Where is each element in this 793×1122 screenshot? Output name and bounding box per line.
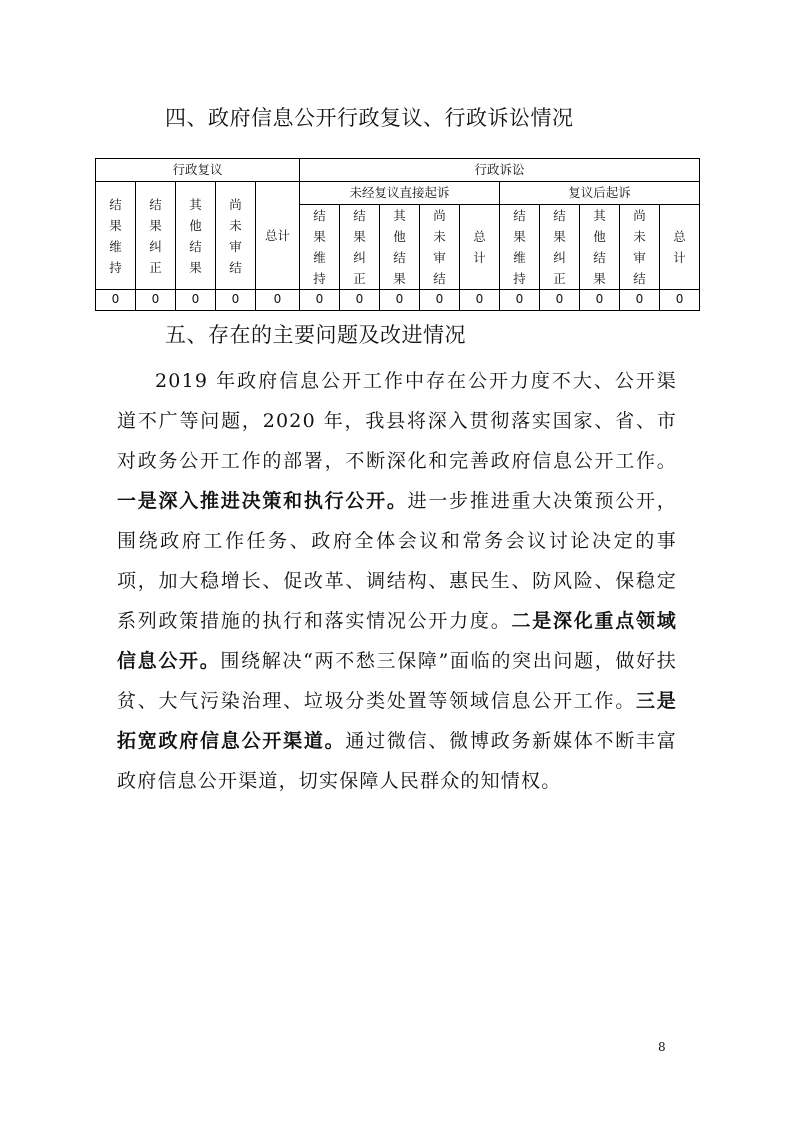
table-cell-value: 0	[660, 290, 700, 311]
table-cell-value: 0	[580, 290, 620, 311]
review-col-label: 其他结果	[189, 196, 202, 275]
direct-col-label: 尚未审结	[433, 208, 446, 286]
table-cell-value: 0	[460, 290, 500, 311]
section4-title: 四、政府信息公开行政复议、行政诉讼情况	[165, 106, 574, 130]
after-col-total	[660, 205, 700, 290]
direct-col-label: 其他结果	[393, 208, 406, 286]
paragraph-text: 2019 年政府信息公开工作中存在公开力度不大、公开渠道不广等问题，2020 年，我县将深入贯彻落实国家、省、市对政务公开工作的部署，不断深化和完善政府信息公开工作。	[117, 370, 677, 472]
measure-heading-2: 二是深化重点领域信息公开。	[117, 610, 677, 672]
after-col-label: 其他结果	[593, 208, 606, 286]
table-cell-value: 0	[620, 290, 660, 311]
after-col-label: 结果维持	[513, 208, 526, 286]
section5-title: 五、存在的主要问题及改进情况	[165, 323, 466, 347]
page-number: 8	[658, 1040, 666, 1054]
table-cell-value: 0	[540, 290, 580, 311]
table-cell-value: 0	[300, 290, 340, 311]
measure-heading-3: 三是拓宽政府信息公开渠道。	[117, 690, 677, 752]
table-cell-value: 0	[136, 290, 176, 311]
table-cell-value: 0	[176, 290, 216, 311]
review-col-pending	[216, 182, 256, 290]
direct-col-label: 总计	[473, 229, 486, 265]
after-col-pending	[620, 205, 660, 290]
header-after-review-suit: 复议后起诉	[500, 182, 700, 205]
direct-col-corrected	[340, 205, 380, 290]
after-col-other	[580, 205, 620, 290]
header-admin-litigation: 行政诉讼	[300, 159, 700, 182]
review-col-label: 结果纠正	[149, 196, 162, 275]
after-col-label: 总计	[673, 229, 686, 265]
direct-col-other	[380, 205, 420, 290]
improvement-paragraph	[117, 361, 677, 801]
table-cell-value: 0	[380, 290, 420, 311]
table-cell-value: 0	[216, 290, 256, 311]
review-col-corrected	[136, 182, 176, 290]
table-cell-value: 0	[340, 290, 380, 311]
after-col-label: 结果纠正	[553, 208, 566, 286]
review-col-label: 结果维持	[109, 196, 122, 275]
header-admin-review: 行政复议	[96, 159, 300, 182]
paragraph-text: 围绕解决“两不愁三保障”面临的突出问题，做好扶贫、大气污染治理、垃圾分类处置等领域信息公开工作。	[117, 650, 677, 712]
review-col-label: 尚未审结	[229, 196, 242, 275]
measure-heading-1: 一是深入推进决策和执行公开。	[117, 490, 408, 512]
paragraph-body	[117, 361, 677, 801]
review-col-other	[176, 182, 216, 290]
direct-col-label: 结果纠正	[353, 208, 366, 286]
after-col-upheld	[500, 205, 540, 290]
table-cell-value: 0	[96, 290, 136, 311]
direct-col-label: 结果维持	[313, 208, 326, 286]
table-cell-value: 0	[420, 290, 460, 311]
review-litigation-table	[95, 158, 700, 311]
table-cell-value: 0	[256, 290, 300, 311]
review-col-total: 总计	[256, 182, 300, 290]
after-col-corrected	[540, 205, 580, 290]
paragraph-text: 通过微信、微博政务新媒体不断丰富政府信息公开渠道，切实保障人民群众的知情权。	[117, 730, 677, 792]
paragraph-text: 进一步推进重大决策预公开，围绕政府工作任务、政府全体会议和常务会议讨论决定的事项，加大稳增长、促改革、调结构、惠民生、防风险、保稳定系列政策措施的执行和落实情况公开力度。	[117, 490, 677, 632]
review-col-upheld	[96, 182, 136, 290]
direct-col-total	[460, 205, 500, 290]
table-cell-value: 0	[500, 290, 540, 311]
header-direct-suit: 未经复议直接起诉	[300, 182, 500, 205]
direct-col-upheld	[300, 205, 340, 290]
direct-col-pending	[420, 205, 460, 290]
after-col-label: 尚未审结	[633, 208, 646, 286]
